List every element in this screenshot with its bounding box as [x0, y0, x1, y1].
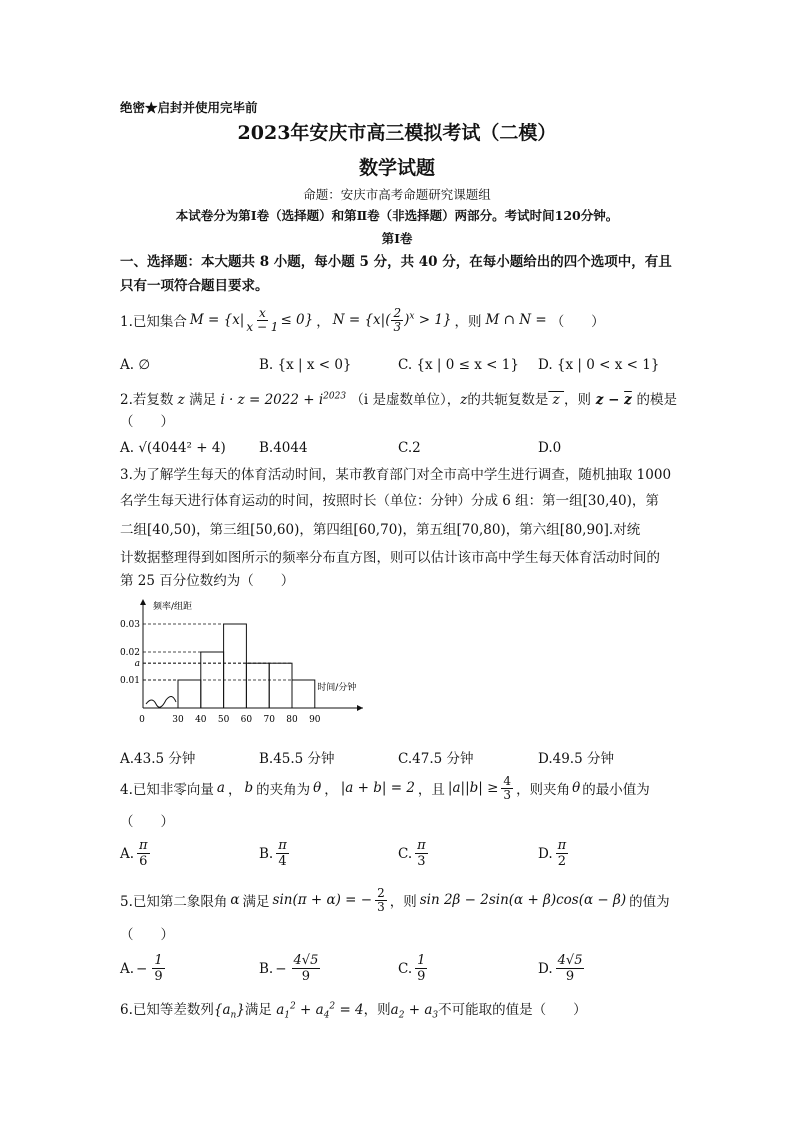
q1-set-n: N = {x|( $\frac{2}{3}$ )$^x$ > 1}: [332, 305, 452, 334]
fraction-numerator: π: [139, 838, 148, 853]
q4-paren: （ ）: [120, 814, 174, 830]
x-tick-label: 80: [286, 715, 298, 725]
q5-option-d: [538, 953, 584, 984]
histogram-bar: [292, 680, 315, 708]
q4-text-c: ，且: [417, 782, 445, 798]
q4-option-c: [398, 838, 428, 869]
option-fraction: [415, 953, 427, 984]
q6-sum: $a_2 + a_3$: [390, 1002, 439, 1021]
option-fraction: [556, 953, 585, 984]
question-5-stem: [120, 884, 670, 916]
q2-option-d: D.0: [538, 440, 562, 456]
option-letter: D.: [538, 845, 553, 862]
q4-text-b: 的夹角为: [256, 782, 311, 798]
option-letter: C.: [398, 845, 413, 862]
q3-option-c: C.47.5 分钟: [398, 751, 474, 767]
x-tick-label: 70: [263, 715, 275, 725]
q1-option-c: C. {x | 0 ≤ x < 1}: [398, 357, 519, 373]
section-instructions-line2: 只有一项符合题目要求。: [120, 278, 269, 294]
x-tick-label: 60: [240, 715, 253, 725]
option-letter: A.: [120, 960, 135, 977]
q6-condition: $a_1^2 + a_4^2 = 4$: [271, 1001, 364, 1021]
option-letter: B.: [259, 960, 274, 977]
y-tick-label: 0.03: [119, 620, 140, 630]
q5-text-c: ，则: [389, 894, 417, 910]
q1-set-m: M = {x| $\frac{x}{x - 1}$ ≤ 0}: [189, 305, 314, 334]
q4-vec-a: a: [216, 780, 225, 796]
y-axis-label: 频率/组距: [153, 602, 193, 612]
q2-text-c: （i 是虚数单位），: [350, 392, 461, 408]
q1-text-c: （ ）: [550, 314, 605, 330]
option-fraction: [137, 838, 150, 869]
q6-text-b: 满足: [244, 1002, 272, 1018]
q2-option-a: A. √(4044² + 4): [120, 440, 226, 456]
x-tick-label: 40: [195, 715, 207, 725]
q3-option-a: A.43.5 分钟: [120, 751, 196, 767]
q2-option-b: B.4044: [259, 440, 308, 456]
q2-text-a: 2.若复数: [120, 392, 174, 408]
q5-option-b: [259, 953, 320, 984]
q2-paren: （ ）: [120, 414, 174, 430]
q3-option-d: D.49.5 分钟: [538, 751, 614, 767]
q2-option-c: C.2: [398, 440, 421, 456]
x-axis-arrow: [357, 705, 363, 711]
fraction-numerator: π: [278, 838, 287, 853]
exam-title: 2023年安庆市高三模拟考试（二模）: [237, 122, 557, 144]
q5-expression: sin 2β − 2sin(α + β)cos(α − β): [419, 892, 627, 908]
option-fraction: [276, 838, 289, 869]
q1-text-a: 1.已知集合: [120, 314, 187, 330]
confidential-note: 绝密★启封并使用完毕前: [120, 100, 258, 115]
q2-diff: $z - \overline{z}$: [591, 392, 632, 408]
histogram-bar: [178, 680, 201, 708]
q3-line1: 3.为了解学生每天的体育活动时间，某市教育部门对全市高中学生进行调查，随机抽取 1000: [120, 467, 672, 483]
q5-option-a: [120, 953, 165, 984]
q2-text-f: 的模是: [636, 392, 677, 408]
q4-vec-b: b: [244, 780, 254, 796]
q4-inequality: |a||b| ≥ 4 3: [447, 773, 512, 802]
q2-var-z: z: [173, 392, 190, 408]
option-fraction: [556, 838, 569, 869]
q6-text-d: 不可能取的值是（ ）: [438, 1002, 587, 1018]
q5-condition: sin(π + α) = − 2 3: [272, 885, 385, 914]
q5-text-d: 的值为: [629, 894, 670, 910]
option-fraction: [415, 838, 428, 869]
q6-seq: $\{a_n\}$: [213, 1002, 245, 1021]
y-tick-label: 0.02: [119, 648, 140, 658]
q3-line3: 二组[40,50)，第三组[50,60)，第四组[60,70)，第五组[70,80)，第六组[80,90].对统: [120, 522, 641, 538]
histogram-bar: [246, 663, 269, 708]
q2-var-z2: z: [460, 392, 468, 408]
section-instructions-line1: 一、选择题：本大题共 8 小题，每小题 5 分，共 40 分，在每小题给出的四个选项中，有且: [120, 254, 672, 270]
option-letter: B.: [259, 845, 274, 862]
option-letter: A.: [120, 845, 135, 862]
question-1-stem: 1.已知集合 M = {x| $\frac{x}{x - 1}$ ≤ 0} ， N = {x|( $\frac{2}{3}$ )$^x$ > 1} ，则 M ∩ N = （ ）: [120, 305, 605, 334]
fraction-numerator: π: [557, 838, 567, 853]
fraction-denominator: 4: [278, 854, 287, 869]
q4-option-a: [120, 838, 150, 869]
y-axis-arrow: [140, 599, 146, 605]
fraction-numerator: π: [417, 838, 426, 853]
axis-break-mark: [146, 696, 176, 707]
y-tick-label: a: [134, 659, 140, 670]
q6-text-a: 6.已知等差数列: [120, 1002, 214, 1018]
fraction-denominator: 9: [154, 969, 163, 984]
q2-conj: z: [548, 392, 565, 408]
fraction-denominator: 9: [565, 969, 575, 984]
frequency-histogram: [118, 598, 368, 728]
q5-text-a: 5.已知第二象限角: [120, 894, 228, 910]
q4-theta: θ: [313, 780, 322, 796]
q3-line2: 名学生每天进行体育运动的时间，按照时长（单位：分钟）分成 6 组：第一组[30,40)，第: [120, 493, 659, 509]
question-4-stem: 4.已知非零向量 a ， b 的夹角为 θ ， |a + b| = 2 ，且 |a||b| ≥ 4 3 ，则夹角 θ 的最小值为: [120, 773, 650, 802]
y-tick-label: 0.01: [119, 676, 140, 686]
fraction-numerator: 1: [154, 953, 163, 968]
x-tick-label: 50: [217, 715, 230, 725]
q5-paren: （ ）: [120, 927, 174, 943]
q4-theta2: θ: [572, 780, 581, 796]
q1-option-b: B. {x | x < 0}: [259, 357, 352, 373]
option-fraction: [292, 953, 321, 984]
x-tick-label: 30: [172, 715, 184, 725]
fraction-denominator: 3: [417, 854, 426, 869]
q1-option-d: D. {x | 0 < x < 1}: [538, 357, 660, 373]
fraction-denominator: 2: [557, 854, 567, 869]
q5-option-c: [398, 953, 427, 984]
histogram-bar: [224, 624, 247, 708]
q1-text-b: ，则: [454, 314, 482, 330]
q4-text-a: 4.已知非零向量: [120, 782, 214, 798]
q2-text-b: 满足: [189, 392, 217, 408]
fraction-denominator: 9: [301, 969, 311, 984]
exam-subtitle: 数学试题: [358, 157, 435, 179]
q1-option-a: A. ∅: [120, 357, 151, 373]
q3-line4: 计数据整理得到如图所示的频率分布直方图，则可以估计该市高中学生每天体育活动时间的: [120, 550, 660, 566]
x-axis-label: 时间/分钟: [317, 683, 357, 693]
q4-option-d: [538, 838, 568, 869]
exam-intro: 本试卷分为第Ⅰ卷（选择题）和第Ⅱ卷（非选择题）两部分。考试时间120分钟。: [175, 208, 619, 223]
fraction-numerator: 4√5: [557, 953, 583, 968]
q4-text-d: ，则夹角: [516, 782, 571, 798]
q4-norm: |a + b| = 2: [340, 780, 415, 796]
option-letter: C.: [398, 960, 413, 977]
option-fraction: [152, 953, 164, 984]
question-2-stem: [120, 388, 677, 408]
fraction-numerator: 4√5: [293, 953, 319, 968]
q3-line5: 第 25 百分位数约为（ ）: [120, 573, 295, 589]
q2-text-e: ，则: [564, 392, 592, 408]
option-letter: D.: [538, 960, 553, 977]
q5-text-b: 满足: [242, 894, 270, 910]
x-tick-label: 90: [309, 715, 321, 725]
x-tick-label: 0: [139, 715, 145, 725]
q5-alpha: α: [230, 892, 240, 908]
q4-text-e: 的最小值为: [582, 782, 650, 798]
fraction-denominator: 6: [139, 854, 148, 869]
q4-option-b: [259, 838, 289, 869]
q3-option-b: B.45.5 分钟: [259, 751, 335, 767]
q2-text-d: 的共轭复数是: [467, 392, 549, 408]
histogram-bar: [269, 663, 292, 708]
volume-heading: 第Ⅰ卷: [381, 231, 413, 246]
q2-equation: $i \cdot z = 2022 + i^{2023}$: [216, 391, 347, 408]
option-sign: −: [136, 960, 148, 977]
exam-author: 命题：安庆市高考命题研究课题组: [303, 187, 491, 202]
q6-text-c: ，则: [363, 1002, 391, 1018]
fraction-denominator: 9: [417, 969, 426, 984]
question-6-stem: [120, 998, 587, 1021]
option-sign: −: [275, 960, 287, 977]
fraction-numerator: 1: [417, 953, 426, 968]
q1-intersection: M ∩ N =: [485, 312, 547, 328]
